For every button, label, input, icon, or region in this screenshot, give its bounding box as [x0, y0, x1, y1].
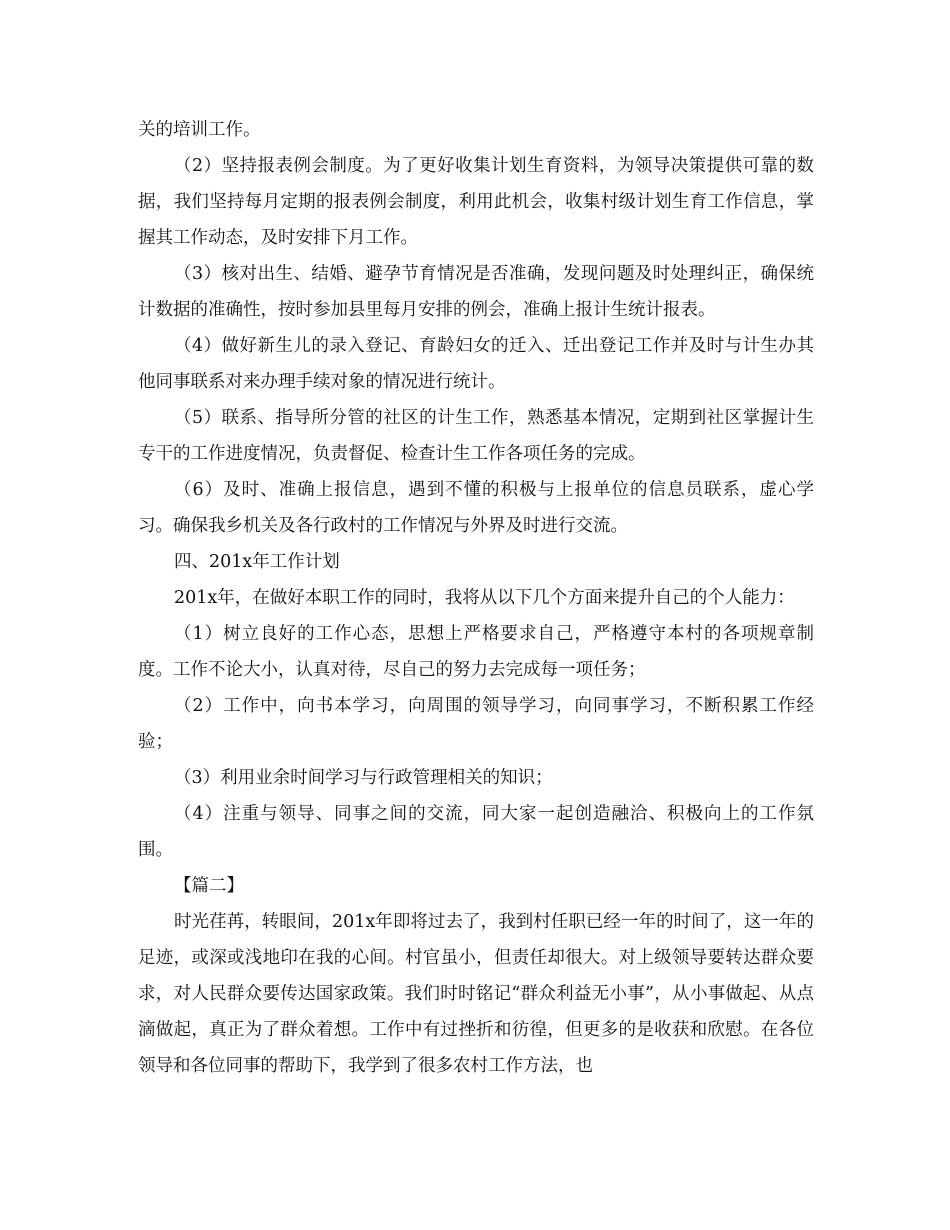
paragraph: 201x年，在做好本职工作的同时，我将从以下几个方面来提升自己的个人能力： [174, 588, 795, 608]
paragraph: （3）核对出生、结婚、避孕节育情况是否准确，发现问题及时处理纠正，确保统计数据的准确性，按时参加县里每月安排的例会，准确上报计生统计报表。 [138, 264, 814, 320]
paragraph: 关的培训工作。 [138, 120, 261, 140]
paragraph: （2）坚持报表例会制度。为了更好收集计划生育资料，为领导决策提供可靠的数据，我们坚持每月定期的报表例会制度，利用此机会，收集村级计划生育工作信息，掌握其工作动态，及时安排下月工作。 [138, 156, 814, 248]
document-body [138, 112, 814, 1084]
section-title: 【篇二】 [174, 876, 244, 896]
paragraph: （2）工作中，向书本学习，向周围的领导学习，向同事学习，不断积累工作经验； [138, 696, 814, 752]
paragraph: （6）及时、准确上报信息，遇到不懂的积极与上报单位的信息员联系，虚心学习。确保我乡机关及各行政村的工作情况与外界及时进行交流。 [138, 480, 814, 536]
paragraph: 时光荏苒，转眼间，201x年即将过去了，我到村任职已经一年的时间了，这一年的足迹，或深或浅地印在我的心间。村官虽小，但责任却很大。对上级领导要转达群众要求，对人民群众要传达国家政策。我们时时铭记“群众利益无小事”，从小事做起、从点滴做起，真正为了群众着想。工作中有过挫折和彷徨，但更多的是收获和欣慰。在各位领导和各位同事的帮助下，我学到了很多农村工作方法，也 [138, 912, 814, 1076]
paragraph: （4）注重与领导、同事之间的交流，同大家一起创造融洽、积极向上的工作氛围。 [138, 804, 814, 860]
paragraph: （4）做好新生儿的录入登记、育龄妇女的迁入、迁出登记工作并及时与计生办其他同事联系对来办理手续对象的情况进行统计。 [138, 336, 814, 392]
paragraph: （1）树立良好的工作心态，思想上严格要求自己，严格遵守本村的各项规章制度。工作不论大小，认真对待，尽自己的努力去完成每一项任务； [138, 624, 814, 680]
paragraph: （3）利用业余时间学习与行政管理相关的知识； [174, 768, 553, 788]
paragraph: （5）联系、指导所分管的社区的计生工作，熟悉基本情况，定期到社区掌握计生专干的工作进度情况，负责督促、检查计生工作各项任务的完成。 [138, 408, 814, 464]
section-heading: 四、201x年工作计划 [174, 552, 340, 572]
